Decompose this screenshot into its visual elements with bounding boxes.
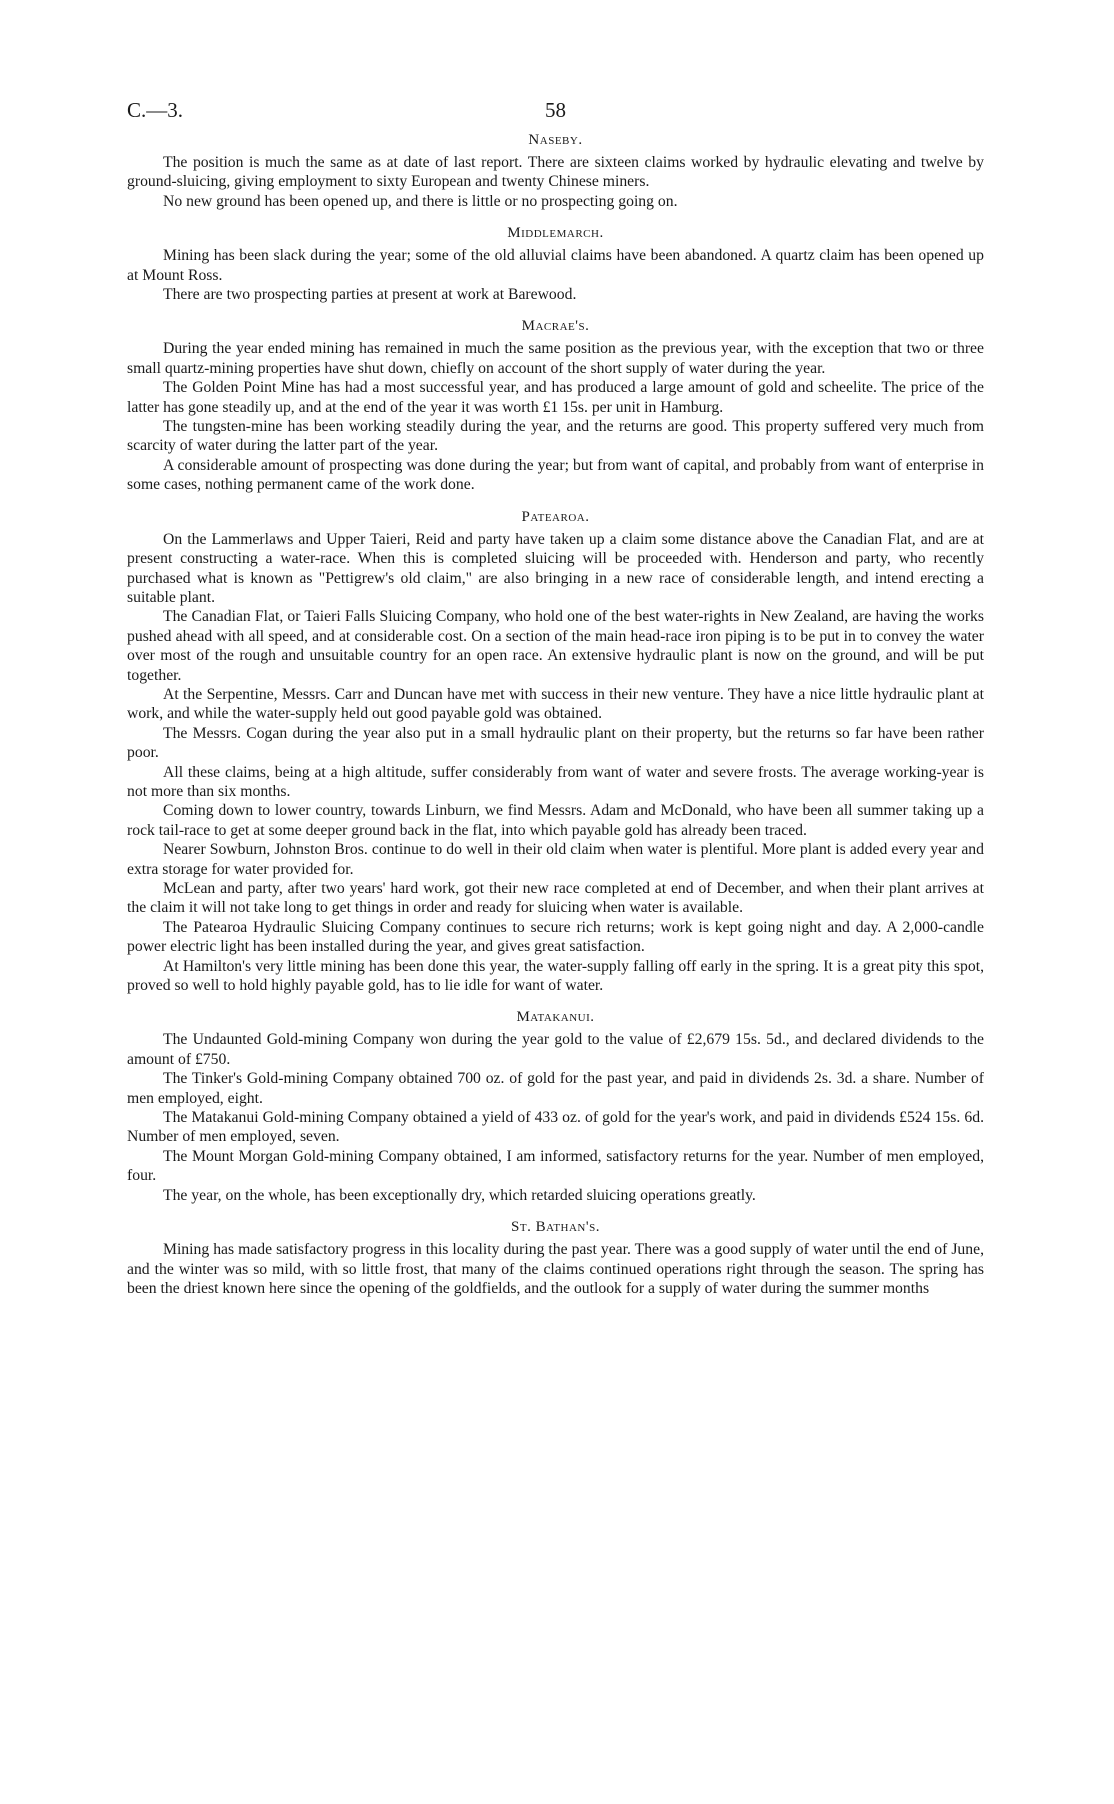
document-reference: C.—3. xyxy=(127,98,184,122)
section-st-bathans xyxy=(127,1219,984,1298)
paragraph: Mining has made satisfactory progress in this locality during the past year. There was a good supply of water until the end of June, and the winter was so mild, with so little frost, that many of the claims continued operations right through the season. The spring has been the driest known here since the opening of the goldfields, and the outlook for a supply of water during the summer months xyxy=(127,1241,984,1297)
section-patearoa xyxy=(127,509,984,996)
paragraph: At the Serpentine, Messrs. Carr and Duncan have met with success in their new venture. They have a nice little hydraulic plant at work, and while the water-supply held out good payable gold was obtained. xyxy=(127,685,984,723)
section-heading: Macrae's. xyxy=(521,318,590,335)
section-middlemarch xyxy=(127,225,984,304)
section-heading: Naseby. xyxy=(528,132,583,148)
paragraph: The Patearoa Hydraulic Sluicing Company continues to secure rich returns; work is kept going night and day. A 2,000-candle power electric light has been installed during the year, and gives great satisfaction. xyxy=(127,918,984,956)
paragraph: Nearer Sowburn, Johnston Bros. continue to do well in their old claim when water is plentiful. More plant is added every year and extra storage for water provided for. xyxy=(127,841,984,878)
paragraph: The Messrs. Cogan during the year also put in a small hydraulic plant on their property, but the returns so far have been rather poor. xyxy=(127,724,984,762)
paragraph: The Mount Morgan Gold-mining Company obtained, I am informed, satisfactory returns for the year. Number of men employed, four. xyxy=(127,1147,984,1185)
paragraph: The tungsten-mine has been working steadily during the year, and the returns are good. This property suffered very much from scarcity of water during the latter part of the year. xyxy=(127,418,984,455)
paragraph: Coming down to lower country, towards Linburn, we find Messrs. Adam and McDonald, who have been all summer taking up a rock tail-race to get at some deeper ground back in the flat, into which payable gold has already been traced. xyxy=(127,802,984,839)
paragraph: At Hamilton's very little mining has been done this year, the water-supply falling off early in the spring. It is a great pity this spot, proved so well to hold highly payable gold, has to lie idle for want of water. xyxy=(127,957,984,995)
paragraph: During the year ended mining has remained in much the same position as the previous year, with the exception that two or three small quartz-mining properties have shut down, chiefly on account of the short supply of water during the year. xyxy=(127,340,984,377)
paragraph: A considerable amount of prospecting was done during the year; but from want of capital, and probably from want of enterprise in some cases, nothing permanent came of the work done. xyxy=(127,456,984,494)
page-number: 58 xyxy=(545,98,566,122)
paragraph: McLean and party, after two years' hard work, got their new race completed at end of December, and when their plant arrives at the claim it will not take long to get things in order and ready for sluicing when water is available. xyxy=(127,880,984,917)
section-heading: Patearoa. xyxy=(521,508,590,525)
paragraph: On the Lammerlaws and Upper Taieri, Reid and party have taken up a claim some distance above the Canadian Flat, and are at present constructing a water-race. When this is completed sluicing will be proceeded with. Henderson and party, who recently purchased what is known as "Pettigrew's old claim," are also bringing in a new race of considerable length, and intend erecting a suitable plant. xyxy=(127,530,984,606)
paragraph: No new ground has been opened up, and there is little or no prospecting going on. xyxy=(163,192,678,210)
paragraph: The year, on the whole, has been exceptionally dry, which retarded sluicing operations greatly. xyxy=(163,1186,756,1204)
section-heading: Matakanui. xyxy=(516,1009,595,1026)
paragraph: The Matakanui Gold-mining Company obtained a yield of 433 oz. of gold for the year's work, and paid in dividends £524 15s. 6d. Number of men employed, seven. xyxy=(127,1109,984,1146)
section-heading: Middlemarch. xyxy=(507,225,604,242)
paragraph: The Canadian Flat, or Taieri Falls Sluicing Company, who hold one of the best water-rights in New Zealand, are having the works pushed ahead with all speed, and at considerable cost. On a section of the main head-race iron piping is to be put in to convey the water over most of the rough and unsuitable country for an open race. An extensive hydraulic plant is now on the ground, and will be put together. xyxy=(127,608,984,684)
paragraph: There are two prospecting parties at present at work at Barewood. xyxy=(163,286,577,304)
paragraph: Mining has been slack during the year; some of the old alluvial claims have been abandoned. A quartz claim has been opened up at Mount Ross. xyxy=(127,247,984,284)
section-macraes xyxy=(127,318,984,494)
paragraph: The Golden Point Mine has had a most successful year, and has produced a large amount of gold and scheelite. The price of the latter has gone steadily up, and at the end of the year it was worth £1 15s. per unit in Hamburg. xyxy=(127,379,984,416)
paragraph: The Tinker's Gold-mining Company obtained 700 oz. of gold for the past year, and paid in dividends 2s. 3d. a share. Number of men employed, eight. xyxy=(127,1070,984,1107)
paragraph: The position is much the same as at date of last report. There are sixteen claims worked by hydraulic elevating and twelve by ground-sluicing, giving employment to sixty European and twenty Chinese miners. xyxy=(127,154,984,191)
section-heading: St. Bathan's. xyxy=(511,1219,600,1236)
section-naseby xyxy=(127,132,984,211)
page-header xyxy=(127,98,984,132)
section-matakanui xyxy=(127,1009,984,1205)
paragraph: The Undaunted Gold-mining Company won during the year gold to the value of £2,679 15s. 5d., and declared dividends to the amount of £750. xyxy=(127,1031,984,1068)
paragraph: All these claims, being at a high altitude, suffer considerably from want of water and severe frosts. The average working-year is not more than six months. xyxy=(127,763,984,800)
